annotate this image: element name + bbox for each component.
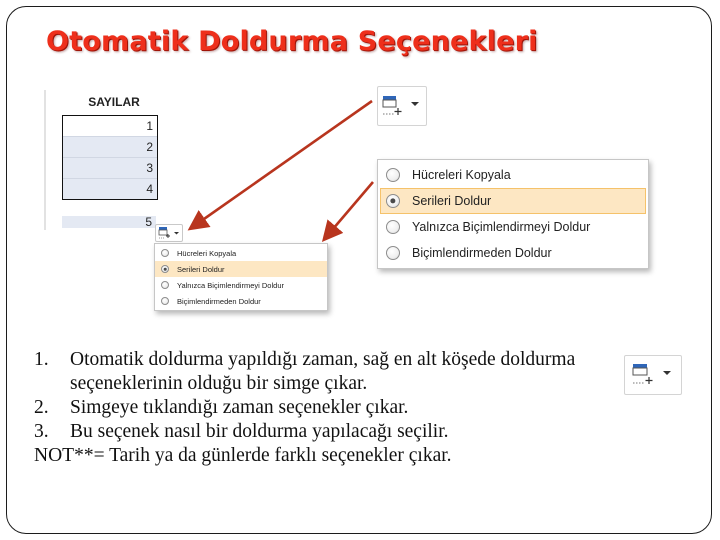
instruction-text: Simgeye tıklandığı zaman seçenekler çıkar. <box>70 397 409 418</box>
note-item <box>34 444 634 468</box>
instruction-number: 3. <box>34 421 49 442</box>
menu-option-label: Yalnızca Biçimlendirmeyi Doldur <box>412 220 591 234</box>
menu-option-label: Serileri Doldur <box>177 264 225 274</box>
menu-option-label: Hücreleri Kopyala <box>412 168 511 182</box>
menu-option-label: Biçimlendirmeden Doldur <box>412 246 552 260</box>
menu-option-label: Yalnızca Biçimlendirmeyi Doldur <box>177 280 284 290</box>
cell-partial-value: 5 <box>145 216 152 228</box>
menu-option-label: Biçimlendirmeden Doldur <box>177 296 261 306</box>
cell[interactable]: 4 <box>63 179 157 199</box>
menu-option-label: Serileri Doldur <box>412 194 492 208</box>
instruction-item <box>34 348 634 396</box>
instructions-list <box>34 348 634 468</box>
menu-option-label: Hücreleri Kopyala <box>177 248 237 258</box>
note-text: NOT**= Tarih ya da günlerde farklı seçenekler çıkar. <box>34 445 452 466</box>
instruction-number: 2. <box>34 397 49 418</box>
instruction-item <box>34 420 634 444</box>
cell[interactable]: 2 <box>63 137 157 158</box>
slide-title: Otomatik Doldurma Seçenekleri <box>46 26 538 57</box>
instruction-text: Bu seçenek nasıl bir doldurma yapılacağı seçilir. <box>70 421 449 442</box>
instruction-number: 1. <box>34 349 49 370</box>
instruction-item <box>34 396 634 420</box>
arrow <box>194 101 372 226</box>
instruction-text: Otomatik doldurma yapıldığı zaman, sağ en alt köşede doldurma seçeneklerinin olduğu bir simge çıkar. <box>70 349 576 394</box>
column-header: SAYILAR <box>88 95 140 109</box>
cell[interactable]: 1 <box>63 116 157 137</box>
cell[interactable]: 3 <box>63 158 157 179</box>
arrow <box>327 182 373 236</box>
